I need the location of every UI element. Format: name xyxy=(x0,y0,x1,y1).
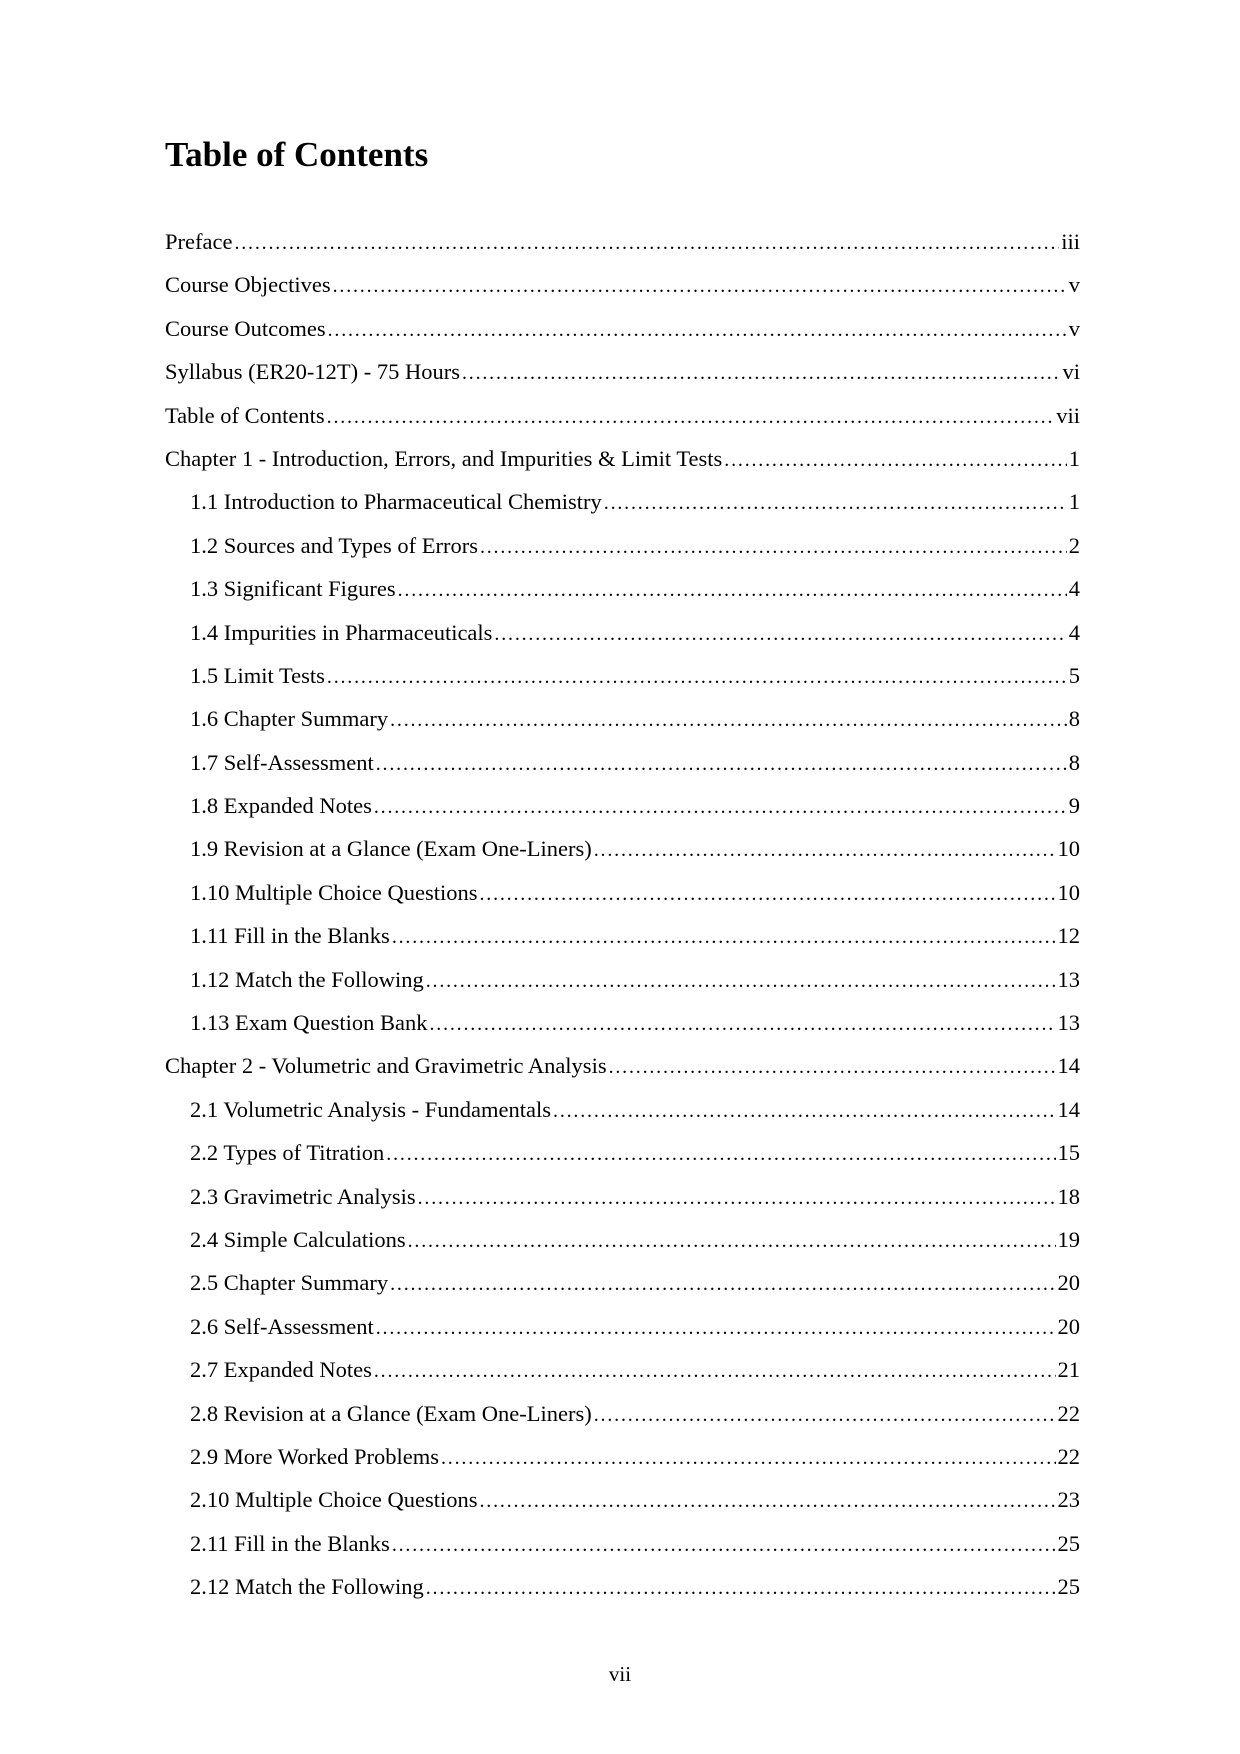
dot-leader xyxy=(234,220,1059,265)
toc-entry-page: vi xyxy=(1062,359,1080,385)
toc-entry-label: 1.11 Fill in the Blanks xyxy=(190,923,390,949)
toc-entry-page: 10 xyxy=(1057,836,1080,862)
toc-list xyxy=(165,220,1080,1609)
toc-entry[interactable] xyxy=(165,1175,1080,1218)
page-title: Table of Contents xyxy=(165,135,429,174)
toc-entry-label: 2.4 Simple Calculations xyxy=(190,1226,406,1252)
toc-entry[interactable] xyxy=(165,480,1080,523)
toc-entry-label: Table of Contents xyxy=(165,402,325,428)
toc-entry[interactable] xyxy=(165,654,1080,697)
dot-leader xyxy=(494,611,1066,656)
toc-entry-chapter-1[interactable] xyxy=(165,437,1080,480)
toc-entry-page: iii xyxy=(1061,229,1080,254)
toc-entry-page: 13 xyxy=(1057,1010,1080,1036)
dot-leader xyxy=(429,1001,1055,1046)
toc-entry-label: 1.7 Self-Assessment xyxy=(190,749,374,775)
dot-leader xyxy=(327,394,1055,439)
toc-entry[interactable] xyxy=(165,958,1080,1001)
toc-entry-chapter-2[interactable] xyxy=(165,1044,1080,1087)
toc-entry-page: v xyxy=(1068,315,1080,341)
toc-entry-page: 1 xyxy=(1068,489,1080,515)
dot-leader xyxy=(441,1435,1056,1480)
toc-entry-label: Course Outcomes xyxy=(165,315,326,341)
dot-leader xyxy=(426,958,1056,1003)
toc-entry-label: 2.12 Match the Following xyxy=(190,1574,424,1600)
toc-entry[interactable] xyxy=(165,263,1080,306)
toc-entry-page: 10 xyxy=(1057,879,1080,905)
toc-entry-page: 20 xyxy=(1057,1313,1080,1339)
toc-entry-page: vii xyxy=(1056,402,1080,428)
toc-entry-label: Course Objectives xyxy=(165,272,331,298)
dot-leader xyxy=(376,741,1067,786)
toc-entry[interactable] xyxy=(165,741,1080,784)
toc-entry-page: 9 xyxy=(1068,793,1080,819)
toc-entry-label: 1.8 Expanded Notes xyxy=(190,793,372,819)
toc-entry[interactable] xyxy=(165,611,1080,654)
toc-entry-page: 14 xyxy=(1057,1053,1080,1079)
page-number: vii xyxy=(608,1662,632,1686)
toc-entry-label: 1.4 Impurities in Pharmaceuticals xyxy=(190,619,493,645)
toc-entry[interactable] xyxy=(165,1392,1080,1435)
toc-entry-label: Preface xyxy=(165,229,233,254)
toc-entry-label: 2.11 Fill in the Blanks xyxy=(190,1530,390,1556)
toc-entry-label: 1.12 Match the Following xyxy=(190,966,424,992)
dot-leader xyxy=(374,1348,1056,1393)
toc-entry[interactable] xyxy=(165,1001,1080,1044)
toc-entry-page: 4 xyxy=(1068,576,1080,602)
dot-leader xyxy=(594,827,1056,872)
dot-leader xyxy=(418,1175,1056,1220)
toc-entry[interactable] xyxy=(165,871,1080,914)
toc-entry-page: 22 xyxy=(1057,1443,1080,1469)
dot-leader xyxy=(426,1565,1056,1610)
toc-entry[interactable] xyxy=(165,1565,1080,1608)
toc-entry[interactable] xyxy=(165,1218,1080,1261)
toc-entry-label: 2.8 Revision at a Glance (Exam One-Liners) xyxy=(190,1400,592,1426)
toc-entry[interactable] xyxy=(165,1305,1080,1348)
toc-entry-page: 1 xyxy=(1068,445,1080,471)
toc-entry-page: 25 xyxy=(1057,1530,1080,1556)
toc-entry-page: 23 xyxy=(1057,1487,1080,1513)
toc-entry-page: 15 xyxy=(1057,1140,1080,1166)
toc-entry-label: 1.3 Significant Figures xyxy=(190,576,396,602)
toc-entry[interactable] xyxy=(165,1088,1080,1131)
toc-entry-label: Chapter 1 - Introduction, Errors, and Impurities & Limit Tests xyxy=(165,445,723,471)
dot-leader xyxy=(374,784,1067,829)
toc-entry-label: 1.6 Chapter Summary xyxy=(190,706,389,732)
toc-entry-label: 1.9 Revision at a Glance (Exam One-Liners) xyxy=(190,836,592,862)
toc-entry[interactable] xyxy=(165,784,1080,827)
dot-leader xyxy=(479,1478,1055,1523)
toc-entry-page: 18 xyxy=(1057,1183,1080,1209)
toc-entry[interactable] xyxy=(165,827,1080,870)
dot-leader xyxy=(333,263,1067,308)
toc-entry-label: Chapter 2 - Volumetric and Gravimetric Analysis xyxy=(165,1053,607,1079)
toc-entry-page: v xyxy=(1068,272,1080,298)
dot-leader xyxy=(386,1131,1055,1176)
toc-entry-label: 2.1 Volumetric Analysis - Fundamentals xyxy=(190,1096,552,1122)
toc-entry-label: 2.3 Gravimetric Analysis xyxy=(190,1183,416,1209)
toc-entry[interactable] xyxy=(165,1131,1080,1174)
toc-entry[interactable] xyxy=(165,1348,1080,1391)
dot-leader xyxy=(604,480,1067,525)
dot-leader xyxy=(392,914,1056,959)
toc-entry-label: 2.5 Chapter Summary xyxy=(190,1270,389,1296)
toc-entry[interactable] xyxy=(165,307,1080,350)
dot-leader xyxy=(480,524,1067,569)
toc-entry[interactable] xyxy=(165,524,1080,567)
toc-entry-page: 5 xyxy=(1068,662,1080,688)
toc-entry-label: 1.5 Limit Tests xyxy=(190,662,325,688)
toc-entry[interactable] xyxy=(165,1435,1080,1478)
toc-entry[interactable] xyxy=(165,697,1080,740)
dot-leader xyxy=(553,1088,1055,1133)
toc-entry-page: 22 xyxy=(1057,1400,1080,1426)
dot-leader xyxy=(328,307,1067,352)
toc-entry-label: 1.10 Multiple Choice Questions xyxy=(190,879,478,905)
dot-leader xyxy=(376,1305,1056,1350)
toc-entry-page: 2 xyxy=(1068,532,1080,558)
toc-entry-page: 21 xyxy=(1057,1357,1080,1383)
toc-entry-label: 1.1 Introduction to Pharmaceutical Chemistry xyxy=(190,489,602,515)
toc-entry-label: 2.10 Multiple Choice Questions xyxy=(190,1487,478,1513)
dot-leader xyxy=(724,437,1066,482)
toc-entry-page: 8 xyxy=(1068,706,1080,732)
dot-leader xyxy=(392,1522,1056,1567)
dot-leader xyxy=(462,350,1061,395)
toc-entry-page: 4 xyxy=(1068,619,1080,645)
dot-leader xyxy=(408,1218,1056,1263)
toc-entry-label: 1.13 Exam Question Bank xyxy=(190,1010,428,1036)
toc-entry[interactable] xyxy=(165,914,1080,957)
dot-leader xyxy=(390,1261,1055,1306)
toc-entry-page: 12 xyxy=(1057,923,1080,949)
toc-entry-label: Syllabus (ER20-12T) - 75 Hours xyxy=(165,359,460,385)
toc-entry[interactable] xyxy=(165,1478,1080,1521)
toc-entry[interactable] xyxy=(165,350,1080,393)
dot-leader xyxy=(327,654,1067,699)
toc-entry[interactable] xyxy=(165,1522,1080,1565)
toc-entry-label: 2.2 Types of Titration xyxy=(190,1140,385,1166)
dot-leader xyxy=(479,871,1055,916)
dot-leader xyxy=(609,1044,1056,1089)
toc-entry-page: 20 xyxy=(1057,1270,1080,1296)
toc-entry-page: 8 xyxy=(1068,749,1080,775)
toc-entry-page: 25 xyxy=(1057,1574,1080,1600)
toc-entry-label: 2.6 Self-Assessment xyxy=(190,1313,374,1339)
toc-entry-page: 19 xyxy=(1057,1226,1080,1252)
dot-leader xyxy=(594,1392,1056,1437)
dot-leader xyxy=(390,697,1067,742)
toc-entry[interactable] xyxy=(165,1261,1080,1304)
toc-entry[interactable] xyxy=(165,220,1080,263)
toc-entry-label: 2.9 More Worked Problems xyxy=(190,1443,439,1469)
dot-leader xyxy=(398,567,1067,612)
toc-entry[interactable] xyxy=(165,567,1080,610)
toc-entry-label: 2.7 Expanded Notes xyxy=(190,1357,372,1383)
toc-entry-page: 14 xyxy=(1057,1096,1080,1122)
toc-entry[interactable] xyxy=(165,394,1080,437)
toc-entry-page: 13 xyxy=(1057,966,1080,992)
toc-entry-label: 1.2 Sources and Types of Errors xyxy=(190,532,478,558)
